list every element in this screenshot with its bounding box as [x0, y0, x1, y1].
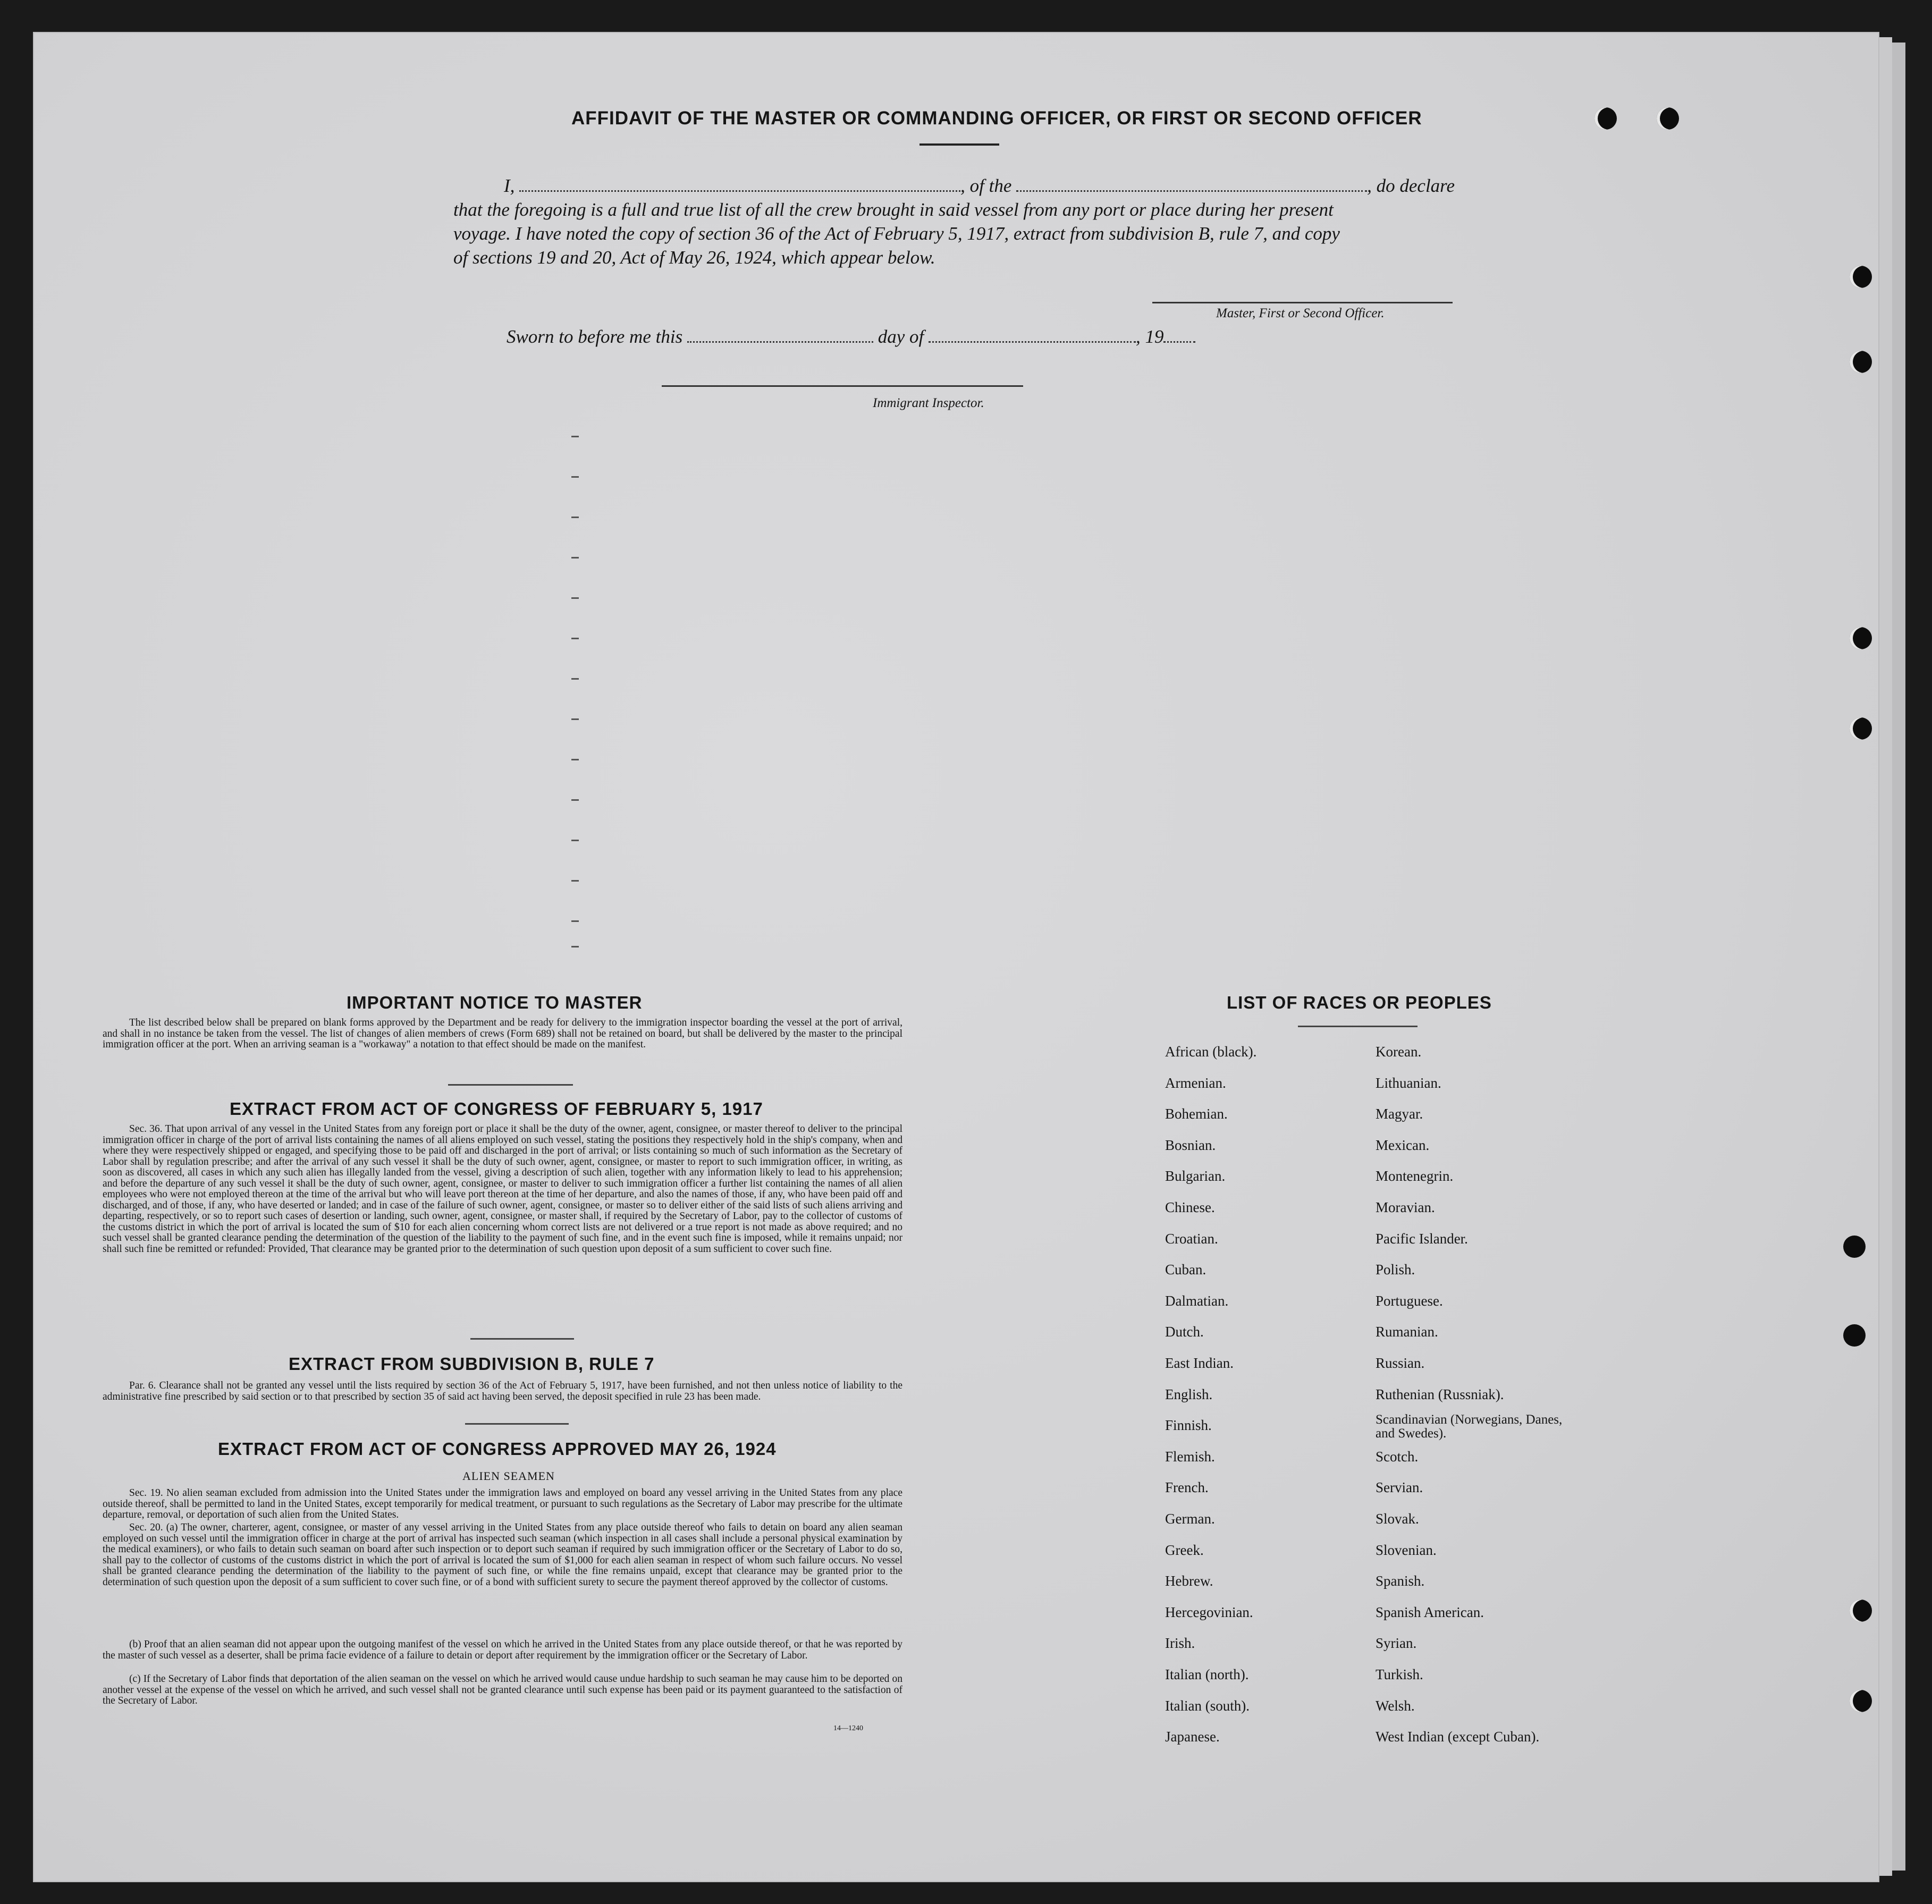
vessel-blank[interactable] [1016, 187, 1367, 192]
race-item: Bohemian. [1165, 1106, 1228, 1122]
race-item: Slovak. [1376, 1511, 1419, 1527]
race-item: Korean. [1376, 1044, 1422, 1060]
punch-hole-icon [1843, 1324, 1866, 1347]
dash-mark [571, 759, 579, 760]
extract-rule7-text: Par. 6. Clearance shall not be granted any vessel until the lists required by section 36 of the Act of February 5, 1917, have been furnished, and not then unless notice of liability to the administrative fine prescribed by said section or to that prescribed by section 35 of said act having been served, the deposit specified in rule 23 has been made. [103, 1380, 902, 1402]
race-item: English. [1165, 1386, 1213, 1402]
affidavit-title: AFFIDAVIT OF THE MASTER OR COMMANDING OFFICER, OR FIRST OR SECOND OFFICER [571, 108, 1422, 129]
race-item: Finnish. [1165, 1417, 1212, 1434]
dash-mark [571, 557, 579, 558]
dash-mark [571, 920, 579, 922]
extract-1924-sec20a: Sec. 20. (a) The owner, charterer, agent, consignee, or master of any vessel arriving in the United States from any place outside thereof who fails to detain on board any alien seaman employed on such vessel until the immigration officer in charge at the port of arrival has inspected such seaman (which inspection in all cases shall include a personal physical examination by the medical examiners), or who fails to detain such seaman on board after such inspection or to deport such seaman if required by such immigration officer or the Secretary of Labor to do so, shall pay to the collector of customs of the customs district in which the port of arrival is located the sum of $1,000 for each alien seaman in respect of whom such failure occurs. No vessel shall be granted clearance pending the determination of the liability to the payment of such fine, or while the fine remains unpaid, except that clearance may be granted prior to the determination of such question upon the deposit of a sum sufficient to cover such fine, or of a bond with sufficient surety to secure the payment thereof approved by the collector of customs. [103, 1522, 902, 1588]
punch-hole-icon [1850, 266, 1872, 288]
race-item: Chinese. [1165, 1199, 1215, 1215]
divider [448, 1084, 573, 1086]
dash-mark [571, 597, 579, 599]
dash-mark [571, 840, 579, 841]
dash-mark [571, 517, 579, 518]
race-item: Montenegrin. [1376, 1168, 1454, 1184]
name-blank[interactable] [519, 187, 960, 192]
race-item: Dutch. [1165, 1324, 1204, 1340]
inspector-signature-line[interactable] [662, 385, 1023, 387]
race-item: Greek. [1165, 1542, 1204, 1558]
race-item: West Indian (except Cuban). [1376, 1729, 1540, 1745]
master-signature-label: Master, First or Second Officer. [1216, 306, 1385, 320]
race-item: Ruthenian (Russniak). [1376, 1386, 1504, 1402]
declaration-line-4: of sections 19 and 20, Act of May 26, 1924, which appear below. [453, 247, 935, 268]
declaration-line-3: voyage. I have noted the copy of section 36 of the Act of February 5, 1917, extract from subdivision B, rule 7, and copy [453, 223, 1340, 244]
race-item: Croatian. [1165, 1230, 1218, 1247]
punch-hole-icon [1594, 107, 1617, 130]
race-item: Japanese. [1165, 1729, 1220, 1745]
race-item: Spanish American. [1376, 1604, 1484, 1620]
declaration-line-1 [504, 175, 1455, 197]
punch-hole-icon [1850, 1690, 1872, 1712]
divider [470, 1338, 574, 1340]
master-signature-line[interactable] [1152, 302, 1453, 303]
punch-hole-icon [1850, 627, 1872, 649]
dash-mark [571, 678, 579, 680]
extract-1924-sec20c: (c) If the Secretary of Labor finds that deportation of the alien seaman on the vessel on which he arrived would cause undue hardship to such seaman he may cause him to be deported on another vessel at the expense of the vessel on which he arrived, and such vessel shall not be granted clearance until such expense has been paid or its payment guaranteed to the satisfaction of the Secretary of Labor. [103, 1673, 902, 1706]
sworn-day-label: day of [878, 326, 924, 347]
race-item: Welsh. [1376, 1697, 1415, 1714]
document-page [34, 33, 1878, 1881]
declaration-i: I, [504, 175, 515, 196]
race-item: French. [1165, 1479, 1209, 1496]
race-item: Polish. [1376, 1262, 1415, 1278]
dash-mark [571, 638, 579, 639]
race-item: Rumanian. [1376, 1324, 1438, 1340]
race-item: Hercegovinian. [1165, 1604, 1253, 1620]
dash-mark [571, 946, 579, 947]
race-item: Spanish. [1376, 1573, 1425, 1589]
extract-rule7-title: EXTRACT FROM SUBDIVISION B, RULE 7 [289, 1354, 655, 1374]
race-item: East Indian. [1165, 1355, 1234, 1371]
race-item: Magyar. [1376, 1106, 1423, 1122]
extract-1924-sec19: Sec. 19. No alien seaman excluded from admission into the United States under the immigration laws and employed on board any vessel arriving in the United States from any place outside thereof, shall be permitted to land in the United States, except temporarily for medical treatment, or pursuant to such regulations as the Secretary of Labor may prescribe for the ultimate departure, removal, or deportation of such alien from the United States. [103, 1487, 902, 1520]
punch-hole-icon [1850, 717, 1872, 740]
sworn-prefix: Sworn to before me this [507, 326, 683, 347]
race-item: Syrian. [1376, 1635, 1417, 1652]
dash-mark [571, 880, 579, 882]
race-item: Italian (north). [1165, 1666, 1249, 1682]
race-item: African (black). [1165, 1044, 1257, 1060]
race-item: German. [1165, 1511, 1215, 1527]
sworn-year-blank[interactable] [1163, 338, 1195, 343]
race-item: Mexican. [1376, 1137, 1430, 1153]
race-item: Lithuanian. [1376, 1074, 1441, 1091]
race-item: Flemish. [1165, 1448, 1215, 1465]
notice-title: IMPORTANT NOTICE TO MASTER [347, 993, 643, 1012]
declaration-declare: , do declare [1367, 175, 1455, 196]
punch-hole-icon [1657, 107, 1679, 130]
dash-mark [571, 718, 579, 720]
race-item: Scandinavian (Norwegians, Danes, and Swedes). [1376, 1412, 1563, 1441]
extract-1917-text: Sec. 36. That upon arrival of any vessel in the United States from any foreign port or place it shall be the duty of the owner, agent, consignee, or master thereof to deliver to the principal immigration officer in charge of the port of arrival lists containing the names of all aliens employed on such vessel, stating the positions they respectively hold in the ship's company, when and where they were respectively shipped or engaged, and specifying those to be paid off and discharged in the port of arrival; or lists containing so much of such information as the Secretary of Labor shall by regulation prescribe; and after the arrival of any such vessel it shall be the duty of such owner, agent, consignee, or master to report to such immigration officer, in writing, as soon as discovered, all cases in which any such alien has illegally landed from the vessel, giving a description of such alien, together with any information likely to lead to his apprehension; and before the departure of any such vessel it shall be the duty of such owner, agent, consignee, or master to deliver to such immigration officer a further list containing the names of all alien employees who were not employed thereon at the time of the arrival but who will leave port thereon at the time of her departure, and also the names of those, if any, who have been paid off and discharged, and of those, if any, who have deserted or landed; and in case of the failure of such owner, agent, consignee, or master so to deliver either of the said lists of such aliens arriving and departing, respectively, or so to report such cases of desertion or landing, such owner, agent, consignee, or master shall, if required by the Secretary of Labor, pay to the collector of customs of the customs district in which the port of arrival is located the sum of $10 for each alien concerning whom correct lists are not delivered or a true report is not made as above required; and no such vessel shall be granted clearance pending the determination of the question of the liability to the payment of such fine, and in the event such fine is imposed, while it remains unpaid; nor shall such fine be remitted or refunded: Provided, That clearance may be granted prior to the determination of such question upon deposit of a sum sufficient to cover such fine. [103, 1123, 902, 1255]
race-item: Slovenian. [1376, 1542, 1437, 1558]
underlying-page-edge [1892, 43, 1905, 1871]
alien-seamen-subtitle: ALIEN SEAMEN [462, 1469, 555, 1483]
race-item: Hebrew. [1165, 1573, 1213, 1589]
dash-mark [571, 799, 579, 801]
race-item: Armenian. [1165, 1074, 1226, 1091]
race-item: Bosnian. [1165, 1137, 1216, 1153]
inspector-signature-label: Immigrant Inspector. [873, 396, 984, 410]
sworn-date-blank[interactable] [687, 338, 873, 343]
form-number: 14—1240 [833, 1724, 863, 1732]
notice-text: The list described below shall be prepared on blank forms approved by the Department and be ready for delivery to the immigration inspector boarding the vessel at the port of arrival, and shall in no instance be taken from the vessel. The list of changes of alien members of crews (Form 689) shall not be retained on board, but shall be delivered by the master to the principal immigration officer at the port. When an arriving seaman is a "workaway" a notation to that effect should be made on the manifest. [103, 1017, 902, 1050]
race-item: Dalmatian. [1165, 1292, 1229, 1309]
race-item: Cuban. [1165, 1262, 1207, 1278]
sworn-month-blank[interactable] [929, 338, 1136, 343]
race-item: Portuguese. [1376, 1292, 1443, 1309]
dash-mark [571, 476, 579, 478]
punch-hole-icon [1850, 1600, 1872, 1622]
declaration-of-the: , of the [960, 175, 1012, 196]
races-title: LIST OF RACES OR PEOPLES [1227, 993, 1492, 1012]
punch-hole-icon [1850, 351, 1872, 373]
race-item: Turkish. [1376, 1666, 1423, 1682]
race-item: Italian (south). [1165, 1697, 1250, 1714]
race-item: Bulgarian. [1165, 1168, 1226, 1184]
race-item: Scotch. [1376, 1448, 1419, 1465]
race-item: Servian. [1376, 1479, 1423, 1496]
title-underline [919, 143, 999, 146]
declaration-line-2: that the foregoing is a full and true list of all the crew brought in said vessel from any port or place during her present [453, 199, 1334, 220]
sworn-year-label: , 19 [1135, 326, 1164, 347]
punch-hole-icon [1843, 1236, 1866, 1258]
dash-mark [571, 436, 579, 437]
race-item: Irish. [1165, 1635, 1195, 1652]
race-item: Pacific Islander. [1376, 1230, 1468, 1247]
race-item: Russian. [1376, 1355, 1425, 1371]
extract-1924-title: EXTRACT FROM ACT OF CONGRESS APPROVED MAY 26, 1924 [218, 1439, 777, 1459]
divider [465, 1423, 569, 1425]
divider [1298, 1026, 1418, 1027]
extract-1917-title: EXTRACT FROM ACT OF CONGRESS OF FEBRUARY 5, 1917 [230, 1099, 763, 1119]
sworn-line [507, 326, 1195, 348]
race-item: Moravian. [1376, 1199, 1435, 1215]
extract-1924-sec20b: (b) Proof that an alien seaman did not appear upon the outgoing manifest of the vessel on which he arrived in the United States from any place outside thereof, or that he was reported by the master of such vessel as a deserter, shall be prima facie evidence of a failure to detain or deport after requirement by the immigration officer or the Secretary of Labor. [103, 1639, 902, 1661]
